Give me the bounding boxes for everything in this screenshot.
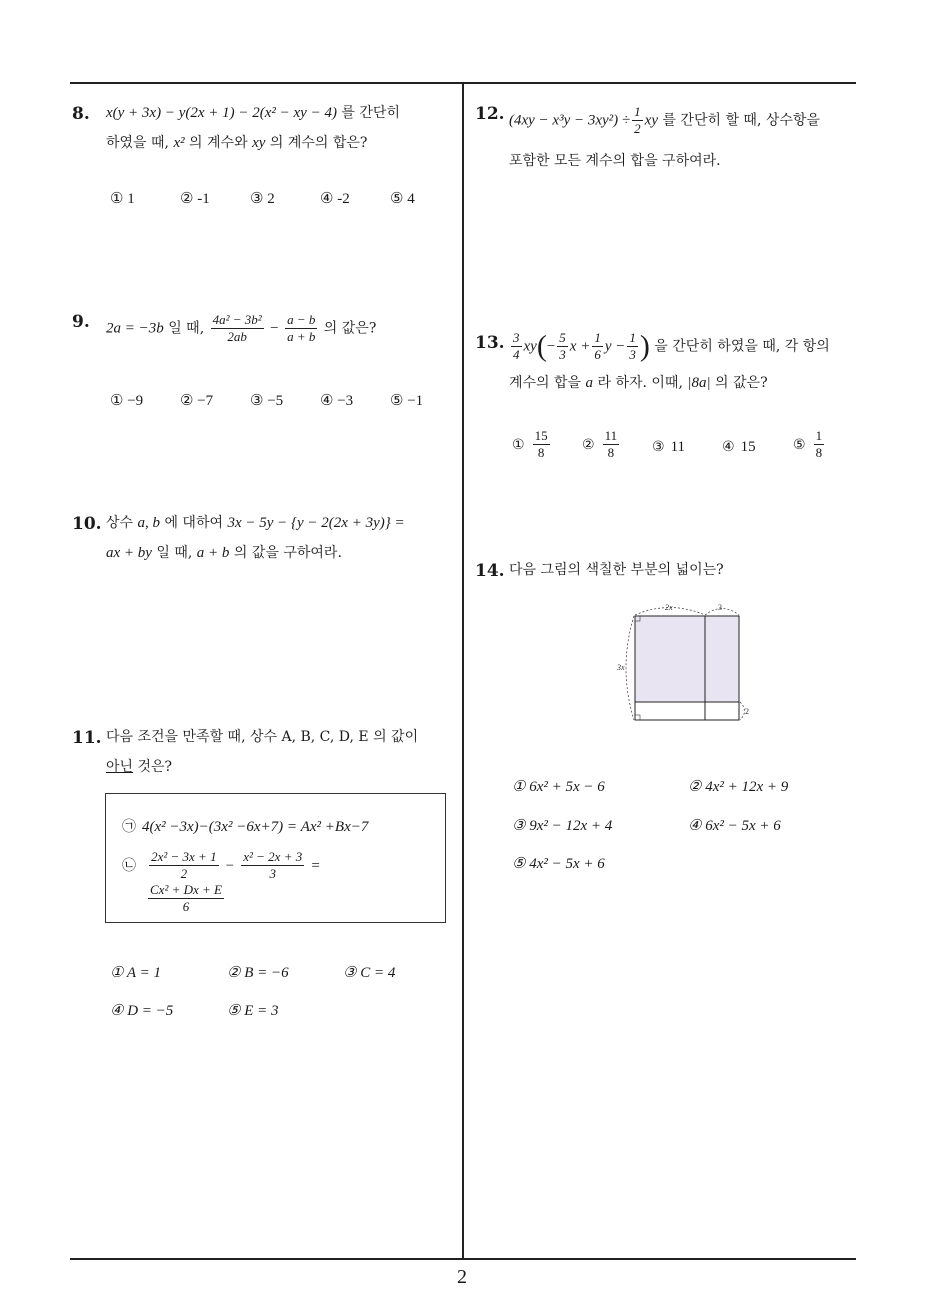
choice-2[interactable]: ② −7 — [180, 393, 214, 409]
fraction: $\frac{3}{4}$ — [513, 330, 520, 362]
choice-4[interactable]: ④ 6x² − 5x + 6 — [688, 818, 781, 834]
label-2: 2 — [745, 707, 749, 716]
question-text: (4xy − x³y − 3xy²) ÷ $\frac{1}{2}$ xy 를 간단히 할 때, 상수항을 포함한 모든 계수의 합을 구하여라. — [509, 104, 820, 169]
question-number: 9. — [72, 312, 90, 332]
choice-5[interactable]: ⑤ −1 — [390, 393, 424, 409]
question-number: 13. — [475, 333, 505, 353]
condition-box: ㉠ 4(x² −3x)−(3x² −6x+7) = Ax² +Bx−7 ㉡ $\frac{\text{2x² − 3x + 1}}{2}$ − $\frac{\text{x² − 2x + 3}}{3}$ = $\frac{\text{Cx² + Dx + E}}{6}$ — [105, 793, 446, 923]
choice-4[interactable]: ④ D = −5 — [110, 1003, 174, 1019]
choice-4[interactable]: ④ 15 — [722, 439, 756, 455]
question-number: 14. — [475, 561, 505, 581]
area-figure — [610, 598, 760, 728]
question-text: 다음 그림의 색칠한 부분의 넓이는? — [509, 562, 724, 578]
page-number: 2 — [457, 1266, 467, 1288]
choice-1[interactable]: ① 6x² + 5x − 6 — [512, 779, 605, 795]
question-number: 11. — [72, 728, 102, 748]
question-text: 다음 조건을 만족할 때, 상수 A, B, C, D, E 의 값이 아닌 것은? — [106, 729, 419, 775]
choice-2[interactable]: ② 4x² + 12x + 9 — [688, 779, 789, 795]
fraction: $\frac{\text{x² − 2x + 3}}{3}$ — [243, 849, 303, 881]
question-number: 12. — [475, 104, 505, 124]
choice-1[interactable]: ① 1 — [110, 191, 135, 207]
choice-4[interactable]: ④ -2 — [320, 191, 350, 207]
choice-3[interactable]: ③ 9x² − 12x + 4 — [512, 818, 613, 834]
fraction: $\frac{1}{2}$ — [634, 104, 641, 136]
choice-3[interactable]: ③ 11 — [652, 439, 686, 455]
choice-2[interactable]: ② B = −6 — [227, 965, 289, 981]
choice-4[interactable]: ④ −3 — [320, 393, 354, 409]
choice-5[interactable]: ⑤ E = 3 — [227, 1003, 279, 1019]
choice-1[interactable]: ① A = 1 — [110, 965, 161, 981]
question-text: x(y + 3x) − y(2x + 1) − 2(x² − xy − 4) 를 간단히 하였을 때, x² 의 계수와 xy 의 계수의 합은? — [106, 105, 400, 151]
column-divider — [462, 82, 464, 1259]
choice-5[interactable]: ⑤ 4 — [390, 191, 415, 207]
question-number: 8. — [72, 104, 90, 124]
label-2x: 2x — [665, 603, 673, 612]
question-text: 상수 a, b 에 대하여 3x − 5y − {y − 2(2x + 3y)} = ax + by 일 때, a + b 의 값을 구하여라. — [106, 515, 405, 561]
fraction: $\frac{1}{6}$ — [594, 330, 601, 362]
label-3: 3 — [718, 603, 722, 612]
choice-5[interactable]: ⑤ $\frac{1}{8}$ — [793, 428, 823, 460]
choice-1[interactable]: ① $\frac{15}{8}$ — [512, 428, 548, 460]
choice-1[interactable]: ① −9 — [110, 393, 144, 409]
fraction: $\frac{a - b}{a + b}$ — [287, 312, 316, 344]
fraction: $\frac{5}{3}$ — [559, 330, 566, 362]
fraction: $\frac{\text{4a² − 3b²}}{2ab}$ — [212, 312, 262, 344]
fraction: $\frac{\text{2x² − 3x + 1}}{2}$ — [151, 849, 217, 881]
fraction: $\frac{\text{Cx² + Dx + E}}{6}$ — [150, 882, 222, 914]
question-text: 2a = −3b 일 때, $\frac{\text{4a² − 3b²}}{2ab}$ − $\frac{a - b}{a + b}$ 의 값은? — [106, 312, 377, 344]
shaded-region — [635, 616, 739, 702]
label-3x: 3x — [617, 663, 625, 672]
condition-1: 4(x² −3x)−(3x² −6x+7) = Ax² +Bx−7 — [142, 819, 369, 835]
question-number: 10. — [72, 514, 102, 534]
choice-3[interactable]: ③ −5 — [250, 393, 284, 409]
question-text: $\frac{3}{4}$ xy(− $\frac{5}{3}$ x + $\frac{1}{6}$ y − $\frac{1}{3}$ ) 을 간단히 하였을 때, 각 항의 계수의 합을 a 라 하자. 이때, |8a| 의 값은? — [509, 329, 830, 391]
choice-3[interactable]: ③ 2 — [250, 191, 275, 207]
choice-5[interactable]: ⑤ 4x² − 5x + 6 — [512, 856, 605, 872]
emphasis: 아닌 — [106, 759, 134, 775]
fraction: $\frac{1}{3}$ — [629, 330, 636, 362]
choice-2[interactable]: ② -1 — [180, 191, 210, 207]
choice-3[interactable]: ③ C = 4 — [343, 965, 396, 981]
choice-2[interactable]: ② $\frac{11}{8}$ — [582, 428, 618, 460]
